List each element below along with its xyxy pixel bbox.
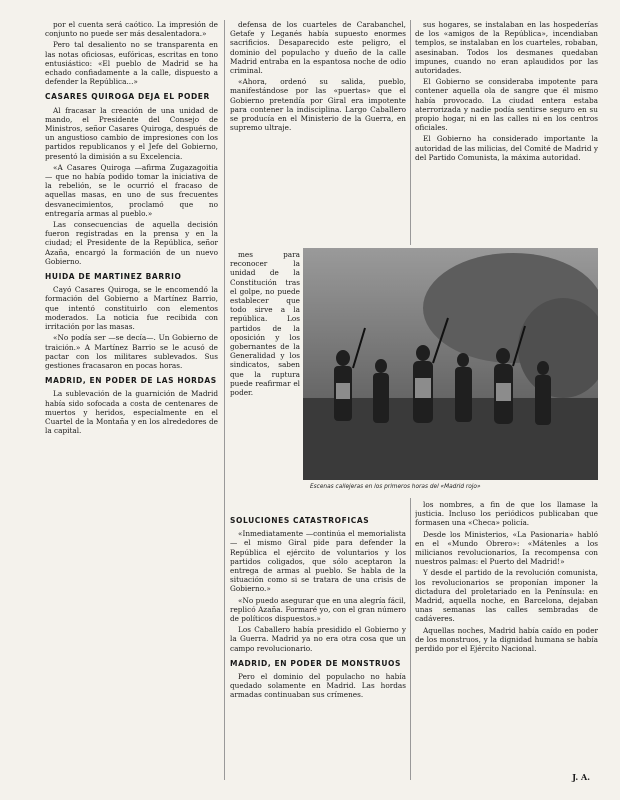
photo-caption: Escenas callejeras en los primeros horas del «Madrid rojo» bbox=[310, 484, 481, 490]
column-2-middle bbox=[230, 250, 300, 490]
paragraph: Desde los Ministerios, «La Pasionaria» habló en el «Mundo Obrero»: «Mátenles a los milicianos revolucionarios, Ia recompensa con nuestros palmas: el Puerto del Madrid!» bbox=[415, 529, 598, 567]
author-signature: J. A. bbox=[572, 772, 590, 782]
section-heading: MADRID, EN PODER DE MONSTRUOS bbox=[230, 658, 401, 668]
paragraph: Los Caballero había presidido el Gobierno y la Guerra. Madrid ya no era otra cosa que un campo revolucionario. bbox=[230, 625, 406, 653]
column-divider bbox=[224, 20, 225, 780]
paragraph: Aquellas noches, Madrid había caído en poder de los monstruos, y la dignidad humana se había perdido por el Ejército Nacional. bbox=[415, 625, 598, 654]
section-heading: CASARES QUIROGA DEJA EL PODER bbox=[45, 92, 210, 102]
column-3-top bbox=[415, 20, 598, 260]
paragraph: Las consecuencias de aquella decisión fueron registradas en la prensa y en la ciudad; el Presidente de la República, señor Azaña, encargó la formación de un nuevo Gobierno. bbox=[45, 220, 218, 266]
column-divider bbox=[410, 498, 411, 780]
paragraph: «Ahora, ordenó su salida, pueblo, manifestándose por las «puertas» que el Gobierno pretendía por Giral era impotente para contener la indisciplina. Largo Caballero se producía en el Ministerio de la Guerra, en supremo ultraje. bbox=[230, 77, 406, 133]
paragraph: El Gobierno ha considerado importante la autoridad de las milicias, del Comité de Madrid y del Partido Comunista, la máxima autoridad. bbox=[415, 134, 598, 162]
column-1 bbox=[45, 20, 218, 790]
paragraph: Pero tal desaliento no se transparenta en las notas oficiosas, eufóricas, escritas en tono entusiástico: «El pueblo de Madrid se ha echado confiadamente a la calle, dispuesto a defender la República...» bbox=[45, 40, 218, 87]
paragraph: los nombres, a fin de que los llamase la justicia. Incluso los periódicos publicaban que formasen una «Checa» policía. bbox=[415, 500, 598, 528]
column-divider bbox=[410, 20, 411, 245]
paragraph: mes para reconocer la unidad de la Constitución tras el golpe, no puede establecer que todo sirve a la república. Los partidos de la oposición y los gobernantes de la Generalidad y los sindicatos, saben que la ruptura puede reafirmar el poder. bbox=[230, 250, 300, 398]
paragraph: «No podía ser —se decía—. Un Gobierno de traición.» A Martínez Barrio se le acusó de pactar con los militares sublevados. Sus gestiones fracasaron en pocas horas. bbox=[45, 333, 218, 370]
paragraph: Y desde el partido de la revolución comunista, los revolucionarios se proponían imponer la dictadura del proletariado en la Península: en Madrid, aquella noche, en Barcelona, dejaban unas semanas las calles sembradas de cadáveres. bbox=[415, 568, 598, 624]
section-heading: SOLUCIONES CATASTROFICAS bbox=[230, 516, 370, 525]
column-3-bottom bbox=[415, 500, 598, 775]
paragraph: Cayó Casares Quiroga, se le encomendó la formación del Gobierno a Martínez Barrio, que intentó constituirlo con elementos moderados. La noticia fue recibida con irritación por las masas. bbox=[45, 285, 218, 332]
crowd-photo-illustration bbox=[303, 248, 598, 480]
paragraph: «No puedo asegurar que en una alegría fácil, replicó Azaña. Formaré yo, con el gran número de políticos dispuestos.» bbox=[230, 595, 406, 624]
paragraph: El Gobierno se consideraba impotente para contener aquella ola de sangre que él mismo había provocado. La ciudad entera estaba aterrorizada y nadie podía sentirse seguro en su propio hogar, ni en las calles ni en los centros oficiales. bbox=[415, 77, 598, 133]
paragraph: por el cuenta será caótico. La impresión de conjunto no puede ser más desalentadora.» bbox=[45, 20, 218, 39]
paragraph: Pero el dominio del populacho no había quedado solamente en Madrid. Las hordas armadas continuaban sus crímenes. bbox=[230, 672, 406, 700]
paragraph: «Inmediatamente —continúa el memorialista— el mismo Giral pide para defender la República el ejército de voluntarios y los partidos coligados, que sólo aceptaron la entrega de armas al pueblo. Se habla de la situación como si se tratara de una crisis de Gobierno.» bbox=[230, 529, 406, 594]
section-heading: MADRID, EN PODER DE LAS HORDAS bbox=[45, 376, 217, 386]
column-2-top bbox=[230, 20, 406, 250]
section-heading: HUIDA DE MARTINEZ BARRIO bbox=[45, 272, 182, 282]
paragraph: defensa de los cuarteles de Carabanchel, Getafe y Leganés había supuesto enormes sacrificios. Desaparecido este peligro, el dominio del populacho y dueño de la calle Madrid entraba en la espantosa noche de odio criminal. bbox=[230, 20, 406, 76]
paragraph: «A Casares Quiroga —afirma Zugazagoitia— que no había podido tomar la iniciativa de la rebelión, se le ocurrió el fracaso de aquellas masas, en uno de sus frecuentes desvanecimientos, proclamó que no entregaría armas al pueblo.» bbox=[45, 162, 218, 218]
paragraph: La sublevación de la guarnición de Madrid había sido sofocada a costa de centenares de muertos y heridos, especialmente en el Cuartel de la Montaña y en los alrededores de la capital. bbox=[45, 389, 218, 436]
news-photo bbox=[303, 248, 598, 480]
column-2-bottom bbox=[230, 510, 406, 790]
paragraph: Al fracasar la creación de una unidad de mando, el Presidente del Consejo de Ministros, señor Casares Quiroga, después de un angustioso cambio de impresiones con los partidos republicanos y el Jefe del Gobierno, presentó la dimisión a su Excelencia. bbox=[45, 105, 218, 161]
paragraph: sus hogares, se instalaban en las hospederías de los «amigos de la República», incendiaban templos, se instalaban en los cuarteles, robaban, asesinaban. Todos los desmanes quedaban impunes, cuando no eran aplaudidos por las autoridades. bbox=[415, 20, 598, 76]
